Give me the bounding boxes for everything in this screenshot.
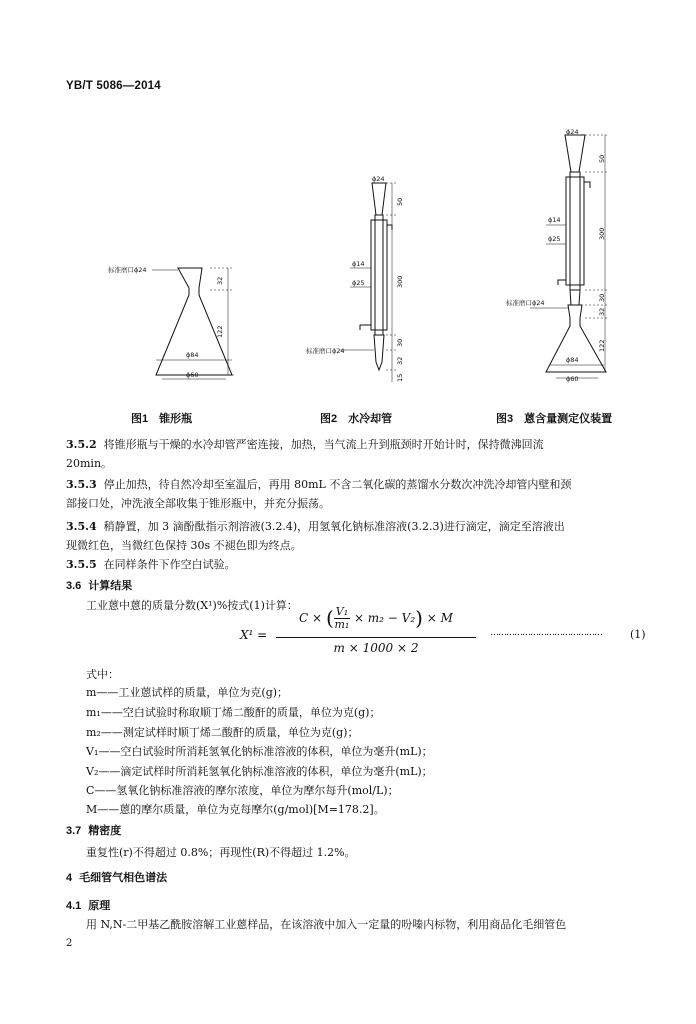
formula-1 [240, 604, 660, 664]
fig2-joint: 标准磨口ϕ24 [306, 347, 345, 355]
fig2-h5: 15 [396, 373, 404, 382]
figure-1-caption: 图1 锥形瓶 [131, 413, 193, 425]
fig3-h3: 30 [598, 293, 606, 302]
figure-2-condenser [340, 183, 396, 382]
variable-m1: m₁——空白试验时称取顺丁烯二酸酐的质量，单位为克(g)； [86, 706, 381, 719]
precision-text: 重复性(r)不得超过 0.8%；再现性(R)不得超过 1.2%。 [86, 846, 356, 859]
section-title: 精密度 [88, 825, 122, 837]
section-title: 计算结果 [88, 580, 133, 592]
section-cont: 20min。 [66, 457, 113, 470]
section-text: 在同样条件下作空白试验。 [103, 558, 236, 571]
fig3-h2: 300 [598, 227, 606, 240]
fig2-d1: ϕ14 [352, 260, 365, 268]
fig3-d1: ϕ14 [548, 216, 561, 224]
variable-v1: V₁——空白试验时所消耗氢氧化钠标准溶液的体积，单位为毫升(mL)； [86, 745, 433, 758]
fig1-joint-label: 标准磨口ϕ24 [108, 266, 147, 274]
section-text: 将锥形瓶与干燥的水冷却管严密连接，加热，当气流上升到瓶颈时开始计时，保持微沸回流 [103, 438, 544, 451]
section-3-6-heading [66, 577, 132, 593]
section-num: 3.6 [66, 580, 82, 592]
page-number: 2 [66, 938, 73, 949]
variable-M: M——蒽的摩尔质量，单位为克每摩尔(g/mol)[M=178.2]。 [86, 803, 385, 816]
formula-num-c: × M [426, 611, 453, 625]
fraction-bottom: m₁ [334, 618, 350, 631]
section-num: 3.5.4 [66, 520, 97, 533]
section-title: 原理 [88, 900, 111, 912]
section-num: 4 [66, 872, 73, 884]
fig2-d2: ϕ25 [352, 279, 365, 287]
fig3-h5: 122 [598, 339, 606, 352]
formula-num-a: C × [299, 611, 323, 625]
variable-m: m——工业蒽试样的质量，单位为克(g)； [86, 686, 289, 699]
section-3-5-3 [66, 475, 641, 513]
variable-m2: m₂——测定试样时顺丁烯二酸酐的质量，单位为克(g)； [86, 726, 359, 739]
formula-number: (1) [630, 628, 646, 641]
fig2-top: ϕ24 [372, 175, 385, 183]
formula-denominator: m × 1000 × 2 [333, 641, 419, 655]
section-cont: 现微红色，当微红色保持 30s 不褪色即为终点。 [66, 539, 302, 552]
fig1-d2: ϕ60 [186, 371, 199, 379]
formula-num-b: × m₂ − V₂ [353, 611, 416, 625]
section-num: 3.5.2 [66, 438, 97, 451]
fig1-d1: ϕ84 [186, 351, 199, 359]
fig3-b1: ϕ84 [566, 356, 579, 364]
variable-v2: V₂——滴定试样时所消耗氢氧化钠标准溶液的体积，单位为毫升(mL)； [86, 765, 433, 778]
fig3-h4: 32 [598, 307, 606, 316]
section-3-7-heading [66, 822, 121, 838]
formula-lhs: X¹ = [240, 628, 268, 642]
fig3-h1: 50 [598, 154, 606, 163]
section-num: 3.5.3 [66, 478, 97, 491]
section-cont: 部接口处，冲洗液全部收集于锥形瓶中，并充分振荡。 [66, 497, 330, 510]
fig3-top: ϕ24 [566, 128, 579, 136]
section-text: 停止加热，待自然冷却至室温后，再用 80mL 不含二氧化碳的蒸馏水分数次冲洗冷却管内壁和颈 [103, 478, 572, 491]
section-num: 3.5.5 [66, 558, 97, 571]
figure-2-caption: 图2 水冷却管 [320, 413, 393, 425]
figure-3-caption: 图3 蒽含量测定仪装置 [496, 413, 613, 425]
principle-text: 用 N,N-二甲基乙酰胺溶解工业蒽样品，在该溶液中加入一定量的吩嗪内标物，利用商品化毛细管色 [86, 918, 567, 931]
formula-numerator: C × ( $\frac{\text{V₁}}{\text{m₁}}$ × m₂ − V₂) × M [299, 605, 453, 631]
formula-inner-fraction [334, 606, 350, 631]
fig3-joint: 标准磨口ϕ24 [506, 299, 545, 307]
fig2-h1: 50 [396, 197, 404, 206]
fig3-b2: ϕ60 [566, 375, 579, 383]
where-label: 式中： [86, 668, 119, 681]
section-3-5-5 [66, 555, 641, 574]
section-3-5-4 [66, 517, 641, 555]
fig2-h3: 30 [396, 338, 404, 347]
section-num: 4.1 [66, 900, 82, 912]
fraction-top: V₁ [335, 605, 349, 618]
standard-code: YB/T 5086—2014 [66, 80, 161, 92]
formula-leader: …………………………………… [490, 628, 602, 638]
figure-drawings [0, 0, 696, 440]
fig3-d2: ϕ25 [548, 235, 561, 243]
fig2-h4: 32 [396, 356, 404, 365]
figure-3-apparatus [530, 135, 608, 378]
fig1-h2: 122 [216, 325, 224, 338]
section-text: 稍静置，加 3 滴酚酞指示剂溶液(3.2.4)，用氢氧化钠标准溶液(3.2.3)进行滴定，滴定至溶液出 [103, 520, 565, 533]
section-num: 3.7 [66, 825, 82, 837]
section-title: 毛细管气相色谱法 [79, 872, 168, 884]
section-4-heading [66, 869, 167, 885]
variable-c: C——氢氧化钠标准溶液的摩尔浓度，单位为摩尔每升(mol/L)； [86, 784, 399, 797]
section-3-5-2 [66, 435, 641, 473]
fig1-h1: 32 [216, 276, 224, 285]
section-4-1-heading [66, 897, 110, 913]
calc-intro: 工业蒽中蒽的质量分数(X¹)%按式(1)计算： [86, 599, 298, 612]
fig2-h2: 300 [396, 275, 404, 288]
